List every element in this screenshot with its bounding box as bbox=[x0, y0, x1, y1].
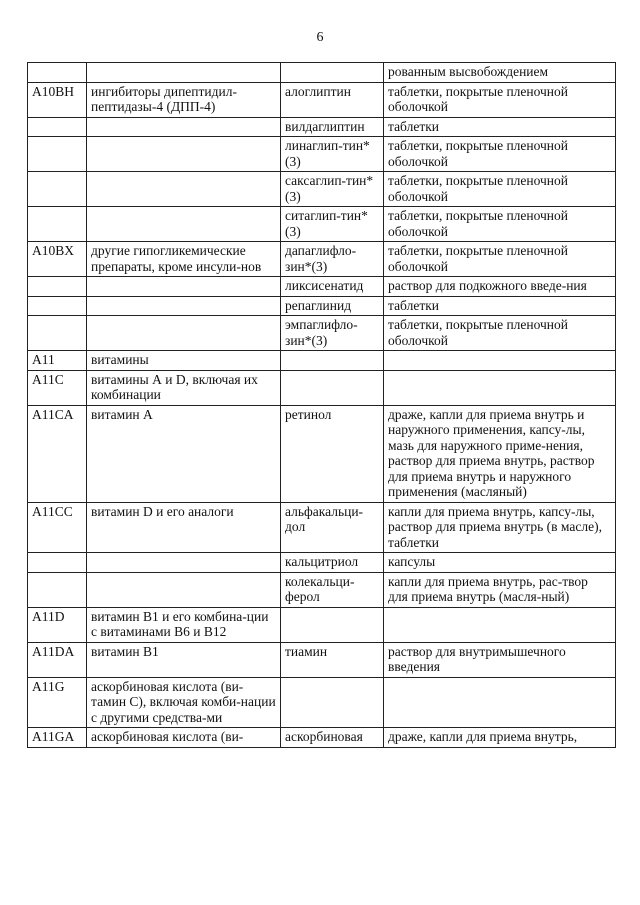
table-row bbox=[28, 316, 616, 351]
drug-name: колекальци-ферол bbox=[281, 572, 384, 607]
atc-code bbox=[28, 296, 87, 316]
atc-code bbox=[28, 572, 87, 607]
atc-code bbox=[28, 553, 87, 573]
dosage-form: таблетки, покрытые пленочной оболочкой bbox=[384, 137, 616, 172]
table-row bbox=[28, 137, 616, 172]
dosage-form: драже, капли для приема внутрь и наружного применения, капсу-лы, мазь для наружного приме-нения, раствор для приема внутрь, раствор для приема внутрь и наружного применения (масляный) bbox=[384, 405, 616, 502]
dosage-form: таблетки, покрытые пленочной оболочкой bbox=[384, 207, 616, 242]
drug-name: вилдаглиптин bbox=[281, 117, 384, 137]
atc-code bbox=[28, 117, 87, 137]
drug-group bbox=[87, 296, 281, 316]
drug-group: витамин D и его аналоги bbox=[87, 502, 281, 553]
drug-name bbox=[281, 370, 384, 405]
atc-code bbox=[28, 63, 87, 83]
table-row bbox=[28, 728, 616, 748]
atc-code: A11CA bbox=[28, 405, 87, 502]
atc-code bbox=[28, 172, 87, 207]
drug-name: ликсисенатид bbox=[281, 277, 384, 297]
drug-group: витамин В1 bbox=[87, 642, 281, 677]
table-row bbox=[28, 553, 616, 573]
drug-name: репаглинид bbox=[281, 296, 384, 316]
drug-group bbox=[87, 207, 281, 242]
dosage-form: раствор для внутримышечного введения bbox=[384, 642, 616, 677]
drug-group: ингибиторы дипептидил-пептидазы-4 (ДПП-4) bbox=[87, 82, 281, 117]
drug-name: альфакальци-дол bbox=[281, 502, 384, 553]
drug-name: тиамин bbox=[281, 642, 384, 677]
drug-group bbox=[87, 117, 281, 137]
drug-name: линаглип-тин*(3) bbox=[281, 137, 384, 172]
drug-group: витамин А bbox=[87, 405, 281, 502]
drug-group bbox=[87, 277, 281, 297]
table-row bbox=[28, 572, 616, 607]
dosage-form: таблетки bbox=[384, 117, 616, 137]
atc-code bbox=[28, 207, 87, 242]
dosage-form bbox=[384, 351, 616, 371]
drug-name: ситаглип-тин*(3) bbox=[281, 207, 384, 242]
drug-name: саксаглип-тин*(3) bbox=[281, 172, 384, 207]
drug-name: дапаглифло-зин*(3) bbox=[281, 242, 384, 277]
table-row bbox=[28, 607, 616, 642]
drug-group bbox=[87, 137, 281, 172]
table-row bbox=[28, 277, 616, 297]
drug-group bbox=[87, 172, 281, 207]
dosage-form: капли для приема внутрь, капсу-лы, раствор для приема внутрь (в масле), таблетки bbox=[384, 502, 616, 553]
atc-code: A11C bbox=[28, 370, 87, 405]
drug-group bbox=[87, 572, 281, 607]
drug-group: витамины А и D, включая их комбинации bbox=[87, 370, 281, 405]
dosage-form: таблетки bbox=[384, 296, 616, 316]
dosage-form: рованным высвобождением bbox=[384, 63, 616, 83]
dosage-form: раствор для подкожного введе-ния bbox=[384, 277, 616, 297]
drug-table bbox=[27, 62, 616, 748]
drug-group bbox=[87, 316, 281, 351]
drug-name: аскорбиновая bbox=[281, 728, 384, 748]
atc-code: A11DA bbox=[28, 642, 87, 677]
dosage-form bbox=[384, 677, 616, 728]
table-row bbox=[28, 242, 616, 277]
drug-name bbox=[281, 677, 384, 728]
atc-code bbox=[28, 277, 87, 297]
drug-name bbox=[281, 351, 384, 371]
table-row bbox=[28, 63, 616, 83]
table-row bbox=[28, 117, 616, 137]
table-row bbox=[28, 207, 616, 242]
atc-code bbox=[28, 316, 87, 351]
table-row bbox=[28, 296, 616, 316]
dosage-form: капсулы bbox=[384, 553, 616, 573]
dosage-form bbox=[384, 370, 616, 405]
drug-group: витамины bbox=[87, 351, 281, 371]
drug-name bbox=[281, 63, 384, 83]
atc-code: A10BH bbox=[28, 82, 87, 117]
dosage-form: таблетки, покрытые пленочной оболочкой bbox=[384, 316, 616, 351]
table-row bbox=[28, 405, 616, 502]
atc-code: A10BX bbox=[28, 242, 87, 277]
page-number: 6 bbox=[316, 30, 324, 45]
atc-code bbox=[28, 137, 87, 172]
drug-name: ретинол bbox=[281, 405, 384, 502]
drug-group bbox=[87, 63, 281, 83]
drug-group: другие гипогликемические препараты, кроме инсули-нов bbox=[87, 242, 281, 277]
drug-name bbox=[281, 607, 384, 642]
table-row bbox=[28, 82, 616, 117]
table-row bbox=[28, 642, 616, 677]
drug-name: кальцитриол bbox=[281, 553, 384, 573]
table-row bbox=[28, 370, 616, 405]
drug-group: витамин В1 и его комбина-ции с витаминами В6 и В12 bbox=[87, 607, 281, 642]
drug-group: аскорбиновая кислота (ви-тамин С), включая комби-нации с другими средства-ми bbox=[87, 677, 281, 728]
table-row bbox=[28, 351, 616, 371]
table-row bbox=[28, 172, 616, 207]
atc-code: A11G bbox=[28, 677, 87, 728]
table-row bbox=[28, 677, 616, 728]
drug-group bbox=[87, 553, 281, 573]
dosage-form bbox=[384, 607, 616, 642]
dosage-form: таблетки, покрытые пленочной оболочкой bbox=[384, 82, 616, 117]
table-row bbox=[28, 502, 616, 553]
atc-code: A11D bbox=[28, 607, 87, 642]
drug-group: аскорбиновая кислота (ви- bbox=[87, 728, 281, 748]
dosage-form: таблетки, покрытые пленочной оболочкой bbox=[384, 242, 616, 277]
atc-code: A11 bbox=[28, 351, 87, 371]
dosage-form: таблетки, покрытые пленочной оболочкой bbox=[384, 172, 616, 207]
atc-code: A11GA bbox=[28, 728, 87, 748]
dosage-form: драже, капли для приема внутрь, bbox=[384, 728, 616, 748]
dosage-form: капли для приема внутрь, рас-твор для приема внутрь (масля-ный) bbox=[384, 572, 616, 607]
atc-code: A11CC bbox=[28, 502, 87, 553]
drug-name: эмпаглифло-зин*(3) bbox=[281, 316, 384, 351]
drug-name: алоглиптин bbox=[281, 82, 384, 117]
